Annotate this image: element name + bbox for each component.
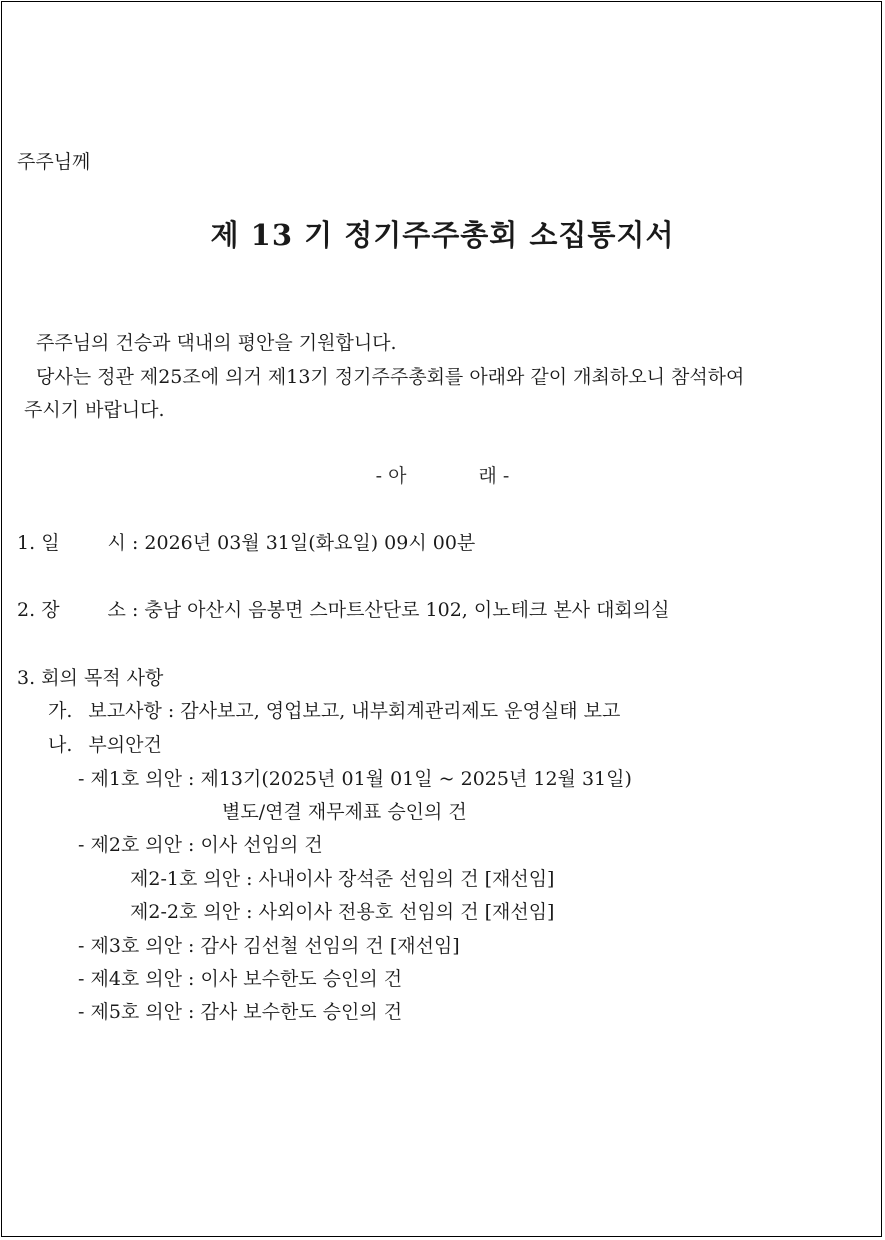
proposal-4: - 제4호 의안 : 이사 보수한도 승인의 건: [78, 968, 403, 990]
item-place: [17, 598, 670, 622]
agenda-resolution-marker: 나.: [48, 734, 73, 756]
item-agenda-number: 3.: [17, 667, 36, 689]
agenda-resolution: [48, 733, 162, 757]
proposal-2: - 제2호 의안 : 이사 선임의 건: [78, 834, 323, 856]
item-date: [17, 531, 475, 555]
proposal-1: - 제1호 의안 : 제13기(2025년 01월 01일 ~ 2025년 12월 31일): [78, 768, 632, 790]
proposal-3: - 제3호 의안 : 감사 김선철 선임의 건 [재선임]: [78, 935, 460, 957]
salutation: 주주님께: [17, 151, 91, 173]
item-agenda: [17, 666, 163, 690]
agenda-report-text: 보고사항 : 감사보고, 영업보고, 내부회계관리제도 운영실태 보고: [88, 700, 621, 722]
document-title: 제 13 기 정기주주총회 소집통지서: [210, 218, 675, 252]
greeting-line-3: 주시기 바랍니다.: [24, 399, 165, 421]
agenda-report-marker: 가.: [48, 700, 73, 722]
item-place-label-b: 소: [107, 599, 126, 621]
item-date-number: 1.: [17, 532, 36, 554]
item-date-value: 2026년 03월 31일(화요일) 09시 00분: [144, 532, 476, 554]
item-agenda-label: 회의 목적 사항: [41, 667, 164, 689]
item-place-number: 2.: [17, 599, 36, 621]
item-date-separator: :: [131, 532, 139, 554]
notice-heading-right: 래 -: [478, 465, 510, 487]
notice-heading: [0, 464, 885, 488]
agenda-resolution-text: 부의안건: [88, 734, 162, 756]
item-place-value: 충남 아산시 음봉면 스마트산단로 102, 이노테크 본사 대회의실: [144, 599, 670, 621]
proposal-1-continuation: 별도/연결 재무제표 승인의 건: [222, 801, 467, 823]
greeting-line-2: 당사는 정관 제25조에 의거 제13기 정기주주총회를 아래와 같이 개최하오니 참석하여: [36, 366, 745, 388]
item-place-label-a: 장: [41, 599, 60, 621]
item-date-label-a: 일: [41, 532, 60, 554]
proposal-2-2: 제2-2호 의안 : 사외이사 전용호 선임의 건 [재선임]: [130, 901, 555, 923]
notice-heading-left: - 아: [375, 465, 407, 487]
proposal-5: - 제5호 의안 : 감사 보수한도 승인의 건: [78, 1001, 403, 1023]
item-date-label-b: 시: [107, 532, 126, 554]
proposal-2-1: 제2-1호 의안 : 사내이사 장석준 선임의 건 [재선임]: [130, 868, 555, 890]
agenda-report: [48, 699, 620, 723]
greeting-line-1: 주주님의 건승과 댁내의 평안을 기원합니다.: [36, 332, 397, 354]
item-place-separator: :: [131, 599, 139, 621]
